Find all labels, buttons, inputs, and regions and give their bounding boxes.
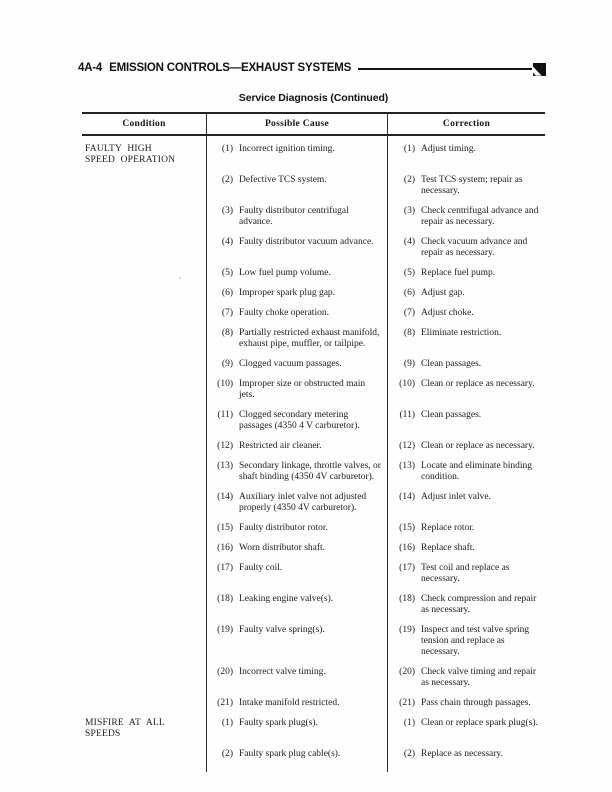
cause-cell bbox=[206, 359, 387, 379]
cause-text: Partially restricted exhaust manifold, exhaust pipe, muffler, or tailpipe. bbox=[239, 328, 380, 349]
correction-text: Adjust inlet valve. bbox=[421, 492, 491, 502]
cause-number: (18) bbox=[217, 594, 233, 604]
correction-text: Adjust timing. bbox=[421, 144, 476, 154]
cause-number: (17) bbox=[217, 563, 233, 573]
correction-text: Check compression and repair as necessary. bbox=[421, 594, 537, 615]
cause-number: (14) bbox=[217, 492, 233, 502]
correction-cell bbox=[387, 749, 545, 772]
scan-speck bbox=[97, 733, 99, 735]
table-row bbox=[82, 268, 545, 288]
correction-text: Replace rotor. bbox=[421, 523, 475, 533]
table-row bbox=[82, 461, 545, 492]
table-row bbox=[82, 625, 545, 667]
condition-cell bbox=[82, 625, 206, 667]
cause-cell bbox=[206, 543, 387, 563]
correction-text: Clean or replace as necessary. bbox=[421, 379, 535, 389]
condition-cell bbox=[82, 749, 206, 772]
correction-number: (8) bbox=[403, 328, 415, 338]
cause-number: (4) bbox=[221, 237, 233, 247]
cause-text: Low fuel pump volume. bbox=[239, 268, 331, 278]
condition-cell bbox=[82, 359, 206, 379]
correction-text: Locate and eliminate binding condition. bbox=[421, 461, 533, 482]
correction-text: Clean or replace spark plug(s). bbox=[421, 718, 538, 728]
cause-cell bbox=[206, 328, 387, 359]
correction-number: (10) bbox=[399, 379, 415, 389]
cause-cell bbox=[206, 288, 387, 308]
correction-text: Check valve timing and repair as necessary. bbox=[421, 667, 537, 688]
correction-cell bbox=[387, 461, 545, 492]
cause-cell bbox=[206, 410, 387, 441]
table-row bbox=[82, 237, 545, 268]
cause-cell bbox=[206, 523, 387, 543]
condition-text: SPEEDS bbox=[85, 729, 121, 739]
condition-cell bbox=[82, 237, 206, 268]
table-row bbox=[82, 410, 545, 441]
table-row bbox=[82, 206, 545, 237]
correction-number: (1) bbox=[403, 144, 415, 154]
correction-cell bbox=[387, 359, 545, 379]
correction-number: (18) bbox=[399, 594, 415, 604]
correction-text: Test coil and replace as necessary. bbox=[421, 563, 510, 584]
cause-text: Leaking engine valve(s). bbox=[239, 594, 334, 604]
cause-cell bbox=[206, 698, 387, 718]
correction-number: (2) bbox=[403, 749, 415, 759]
table-row bbox=[82, 594, 545, 625]
cause-text: Improper spark plug gap. bbox=[239, 288, 336, 298]
correction-cell bbox=[387, 288, 545, 308]
table-row bbox=[82, 749, 545, 772]
table-row bbox=[82, 379, 545, 410]
condition-cell bbox=[82, 563, 206, 594]
table-row bbox=[82, 563, 545, 594]
table-row bbox=[82, 308, 545, 328]
correction-text: Test TCS system; repair as necessary. bbox=[421, 175, 523, 196]
condition-cell bbox=[82, 718, 206, 749]
cause-text: Improper size or obstructed main jets. bbox=[239, 379, 366, 400]
cause-text: Defective TCS system. bbox=[239, 175, 327, 185]
cause-text: Secondary linkage, throttle valves, or shaft binding (4350 4V carburetor). bbox=[239, 461, 381, 482]
cause-text: Restricted air cleaner. bbox=[239, 441, 322, 451]
cause-text: Faulty valve spring(s). bbox=[239, 625, 325, 635]
correction-text: Clean passages. bbox=[421, 410, 482, 420]
correction-text: Pass chain through passages. bbox=[421, 698, 531, 708]
correction-cell bbox=[387, 175, 545, 206]
correction-text: Clean passages. bbox=[421, 359, 482, 369]
correction-text: Replace shaft. bbox=[421, 543, 475, 553]
cause-text: Faulty spark plug cable(s). bbox=[239, 749, 341, 759]
column-header-condition: Condition bbox=[122, 119, 166, 129]
correction-number: (21) bbox=[399, 698, 415, 708]
correction-cell bbox=[387, 523, 545, 543]
cause-number: (5) bbox=[221, 268, 233, 278]
correction-number: (14) bbox=[399, 492, 415, 502]
cause-text: Incorrect valve timing. bbox=[239, 667, 326, 677]
page-number-label: 4A-4 bbox=[78, 61, 103, 74]
correction-cell bbox=[387, 379, 545, 410]
correction-number: (3) bbox=[403, 206, 415, 216]
correction-cell bbox=[387, 563, 545, 594]
cause-text: Faulty distributor vacuum advance. bbox=[239, 237, 374, 247]
condition-cell bbox=[82, 328, 206, 359]
correction-text: Replace as necessary. bbox=[421, 749, 503, 759]
cause-cell bbox=[206, 718, 387, 749]
correction-number: (1) bbox=[403, 718, 415, 728]
cause-text: Faulty coil. bbox=[239, 563, 283, 573]
cause-cell bbox=[206, 563, 387, 594]
condition-cell bbox=[82, 461, 206, 492]
table-row bbox=[82, 288, 545, 308]
cause-number: (12) bbox=[217, 441, 233, 451]
correction-number: (4) bbox=[403, 237, 415, 247]
cause-cell bbox=[206, 625, 387, 667]
scan-speck bbox=[179, 277, 181, 279]
correction-cell bbox=[387, 441, 545, 461]
page-corner-flag-icon bbox=[533, 63, 546, 76]
correction-number: (16) bbox=[399, 543, 415, 553]
correction-number: (13) bbox=[399, 461, 415, 471]
correction-text: Adjust gap. bbox=[421, 288, 465, 298]
table-header-row bbox=[82, 112, 545, 136]
cause-cell bbox=[206, 237, 387, 268]
correction-cell bbox=[387, 543, 545, 563]
correction-number: (11) bbox=[399, 410, 415, 420]
correction-number: (17) bbox=[399, 563, 415, 573]
table-row bbox=[82, 718, 545, 749]
table-row bbox=[82, 328, 545, 359]
correction-cell bbox=[387, 492, 545, 523]
cause-text: Incorrect ignition timing. bbox=[239, 144, 335, 154]
page-header-title: EMISSION CONTROLS—EXHAUST SYSTEMS bbox=[109, 61, 352, 74]
correction-number: (9) bbox=[403, 359, 415, 369]
table-row bbox=[82, 523, 545, 543]
correction-cell bbox=[387, 698, 545, 718]
correction-cell bbox=[387, 206, 545, 237]
condition-text: SPEED OPERATION bbox=[85, 155, 176, 165]
cause-number: (7) bbox=[221, 308, 233, 318]
cause-text: Faulty spark plug(s). bbox=[239, 718, 318, 728]
condition-cell bbox=[82, 492, 206, 523]
cause-number: (9) bbox=[221, 359, 233, 369]
table-title: Service Diagnosis (Continued) bbox=[238, 92, 389, 104]
cause-cell bbox=[206, 268, 387, 288]
correction-number: (5) bbox=[403, 268, 415, 278]
correction-cell bbox=[387, 667, 545, 698]
correction-cell bbox=[387, 136, 545, 175]
correction-text: Replace fuel pump. bbox=[421, 268, 496, 278]
condition-cell bbox=[82, 308, 206, 328]
cause-cell bbox=[206, 308, 387, 328]
correction-number: (15) bbox=[399, 523, 415, 533]
correction-text: Inspect and test valve spring tension and replace as necessary. bbox=[421, 625, 530, 657]
condition-cell bbox=[82, 698, 206, 718]
correction-number: (7) bbox=[403, 308, 415, 318]
table-row bbox=[82, 175, 545, 206]
condition-cell bbox=[82, 667, 206, 698]
header-rule bbox=[358, 68, 532, 70]
correction-cell bbox=[387, 268, 545, 288]
cause-text: Auxiliary inlet valve not adjusted properly (4350 4V carburetor). bbox=[239, 492, 367, 513]
cause-number: (6) bbox=[221, 288, 233, 298]
table-row bbox=[82, 441, 545, 461]
table-body bbox=[82, 136, 545, 772]
cause-number: (1) bbox=[221, 144, 233, 154]
correction-cell bbox=[387, 237, 545, 268]
table-row bbox=[82, 136, 545, 175]
cause-number: (16) bbox=[217, 543, 233, 553]
correction-number: (12) bbox=[399, 441, 415, 451]
cause-cell bbox=[206, 206, 387, 237]
diagnosis-table bbox=[82, 112, 545, 772]
cause-text: Faulty choke operation. bbox=[239, 308, 329, 318]
condition-cell bbox=[82, 594, 206, 625]
cause-text: Intake manifold restricted. bbox=[239, 698, 340, 708]
condition-cell bbox=[82, 268, 206, 288]
correction-number: (19) bbox=[399, 625, 415, 635]
condition-cell bbox=[82, 543, 206, 563]
cause-cell bbox=[206, 594, 387, 625]
correction-cell bbox=[387, 308, 545, 328]
correction-text: Eliminate restriction. bbox=[421, 328, 502, 338]
cause-text: Worn distributor shaft. bbox=[239, 543, 326, 553]
condition-cell bbox=[82, 288, 206, 308]
column-header-possible-cause: Possible Cause bbox=[206, 114, 387, 134]
cause-text: Clogged secondary metering passages (4350 4 V carburetor). bbox=[239, 410, 360, 431]
condition-cell bbox=[82, 136, 206, 175]
cause-number: (8) bbox=[221, 328, 233, 338]
cause-number: (2) bbox=[221, 175, 233, 185]
cause-number: (21) bbox=[217, 698, 233, 708]
correction-number: (20) bbox=[399, 667, 415, 677]
correction-cell bbox=[387, 328, 545, 359]
table-row bbox=[82, 698, 545, 718]
cause-cell bbox=[206, 492, 387, 523]
cause-cell bbox=[206, 667, 387, 698]
cause-cell bbox=[206, 441, 387, 461]
correction-cell bbox=[387, 718, 545, 749]
cause-number: (11) bbox=[217, 410, 233, 420]
cause-cell bbox=[206, 379, 387, 410]
correction-number: (2) bbox=[403, 175, 415, 185]
cause-number: (20) bbox=[217, 667, 233, 677]
condition-cell bbox=[82, 175, 206, 206]
cause-number: (3) bbox=[221, 206, 233, 216]
cause-number: (15) bbox=[217, 523, 233, 533]
running-head bbox=[78, 60, 546, 75]
table-row bbox=[82, 543, 545, 563]
correction-cell bbox=[387, 410, 545, 441]
condition-cell bbox=[82, 441, 206, 461]
table-row bbox=[82, 492, 545, 523]
correction-text: Check vacuum advance and repair as necessary. bbox=[421, 237, 528, 258]
correction-number: (6) bbox=[403, 288, 415, 298]
cause-number: (19) bbox=[217, 625, 233, 635]
cause-text: Faulty distributor centrifugal advance. bbox=[239, 206, 349, 227]
cause-number: (2) bbox=[221, 749, 233, 759]
cause-text: Clogged vacuum passages. bbox=[239, 359, 342, 369]
condition-text: FAULTY HIGH bbox=[85, 144, 152, 154]
cause-number: (10) bbox=[217, 379, 233, 389]
correction-text: Check centrifugal advance and repair as necessary. bbox=[421, 206, 539, 227]
condition-cell bbox=[82, 379, 206, 410]
table-row bbox=[82, 359, 545, 379]
correction-text: Clean or replace as necessary. bbox=[421, 441, 535, 451]
cause-number: (13) bbox=[217, 461, 233, 471]
condition-text: MISFIRE AT ALL bbox=[85, 718, 165, 728]
cause-cell bbox=[206, 136, 387, 175]
correction-cell bbox=[387, 625, 545, 667]
column-header-correction: Correction bbox=[387, 114, 545, 134]
condition-cell bbox=[82, 206, 206, 237]
cause-number: (1) bbox=[221, 718, 233, 728]
cause-cell bbox=[206, 175, 387, 206]
condition-cell bbox=[82, 410, 206, 441]
correction-cell bbox=[387, 594, 545, 625]
cause-cell bbox=[206, 749, 387, 772]
cause-cell bbox=[206, 461, 387, 492]
cause-text: Faulty distributor rotor. bbox=[239, 523, 328, 533]
table-row bbox=[82, 667, 545, 698]
correction-text: Adjust choke. bbox=[421, 308, 474, 318]
condition-cell bbox=[82, 523, 206, 543]
